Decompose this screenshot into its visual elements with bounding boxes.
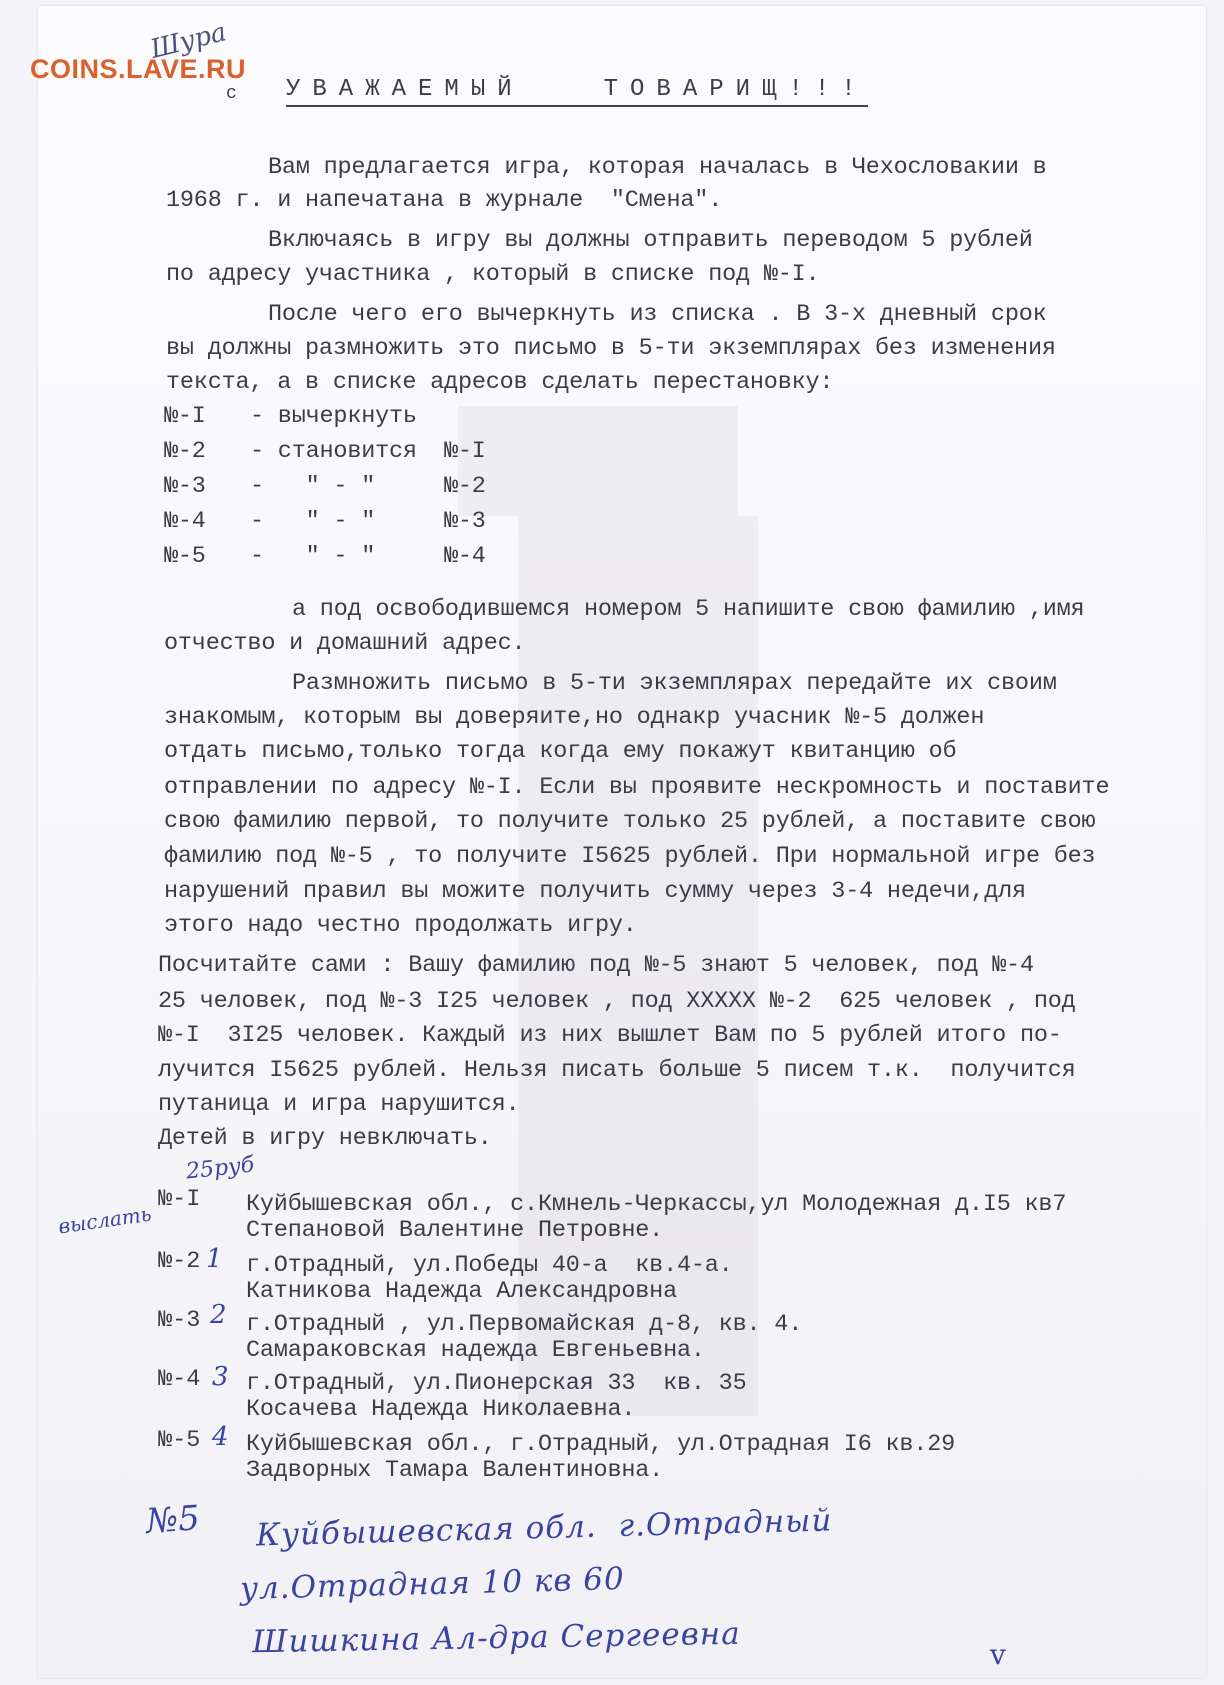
perm-action: - " - "	[250, 508, 376, 535]
address-line: г.Отрадный, ул.Победы 40-а кв.4-а.	[246, 1252, 733, 1279]
address-hand-number: 2	[210, 1300, 227, 1330]
body-line: После чего его вычеркнуть из списка . В 3-х дневный срок	[268, 301, 1047, 328]
address-hand-number: 4	[212, 1422, 229, 1452]
bleed-through-shadow	[458, 406, 738, 516]
perm-num: №-2	[164, 438, 206, 465]
body-line: знакомым, которым вы доверяите,но однакр учасник №-5 должен	[164, 704, 985, 731]
body-line: вы должны размножить это письмо в 5-ти экземплярах без изменения	[166, 335, 1056, 362]
perm-num: №-3	[164, 473, 206, 500]
body-line: 25 человек, под №-3 I25 человек , под ХХХХХ №-2 625 человек , под	[158, 988, 1076, 1015]
address-hand-number: 1	[206, 1244, 223, 1274]
address-line: г.Отрадный, ул.Пионерская 33 кв. 35	[246, 1370, 747, 1397]
body-line: №-I 3I25 человек. Каждый из них вышлет Вам по 5 рублей итого по-	[158, 1022, 1062, 1049]
title-part-2: ТОВАРИЩ!!!	[603, 76, 868, 103]
letter-title	[286, 76, 868, 107]
handwritten-number: №5	[144, 1498, 202, 1542]
handwritten-line: Куйбышевская обл. г.Отрадный	[255, 1502, 833, 1554]
perm-target: №-2	[444, 473, 486, 500]
address-number: №-4	[158, 1366, 201, 1393]
body-line: свою фамилию первой, то получите только 25 рублей, а поставите свою	[164, 808, 1096, 835]
address-number: №-I	[158, 1186, 201, 1213]
body-line: фамилию под №-5 , то получите I5625 рублей. При нормальной игре без	[164, 843, 1096, 870]
amount-note: 25руб	[184, 1152, 256, 1185]
perm-num: №-4	[164, 508, 206, 535]
handwritten-line: ул.Отрадная 10 кв 60	[239, 1560, 626, 1608]
site-watermark: COINS.LAVE.RU	[30, 54, 247, 84]
perm-target: №-I	[444, 438, 486, 465]
address-line: Куйбышевская обл., г.Отрадный, ул.Отрадная I6 кв.29	[246, 1431, 956, 1458]
body-line: Посчитайте сами : Вашу фамилию под №-5 знают 5 человек, под №-4	[158, 952, 1034, 979]
perm-target: №-4	[444, 543, 486, 570]
address-line: г.Отрадный , ул.Первомайская д-8, кв. 4.	[246, 1311, 803, 1338]
sent-note: выслать	[56, 1201, 153, 1239]
address-name: Катникова Надежда Александровна	[246, 1278, 677, 1305]
corner-mark: v	[990, 1638, 1006, 1671]
address-name: Косачева Надежда Николаевна.	[246, 1396, 636, 1423]
perm-target: №-3	[444, 508, 486, 535]
body-line: отдать письмо,только тогда когда ему покажут квитанцию об	[164, 738, 957, 765]
header-mark: с	[226, 84, 237, 104]
body-line: Включаясь в игру вы должны отправить переводом 5 рублей	[268, 227, 1033, 254]
perm-action: - становится	[250, 438, 417, 465]
body-line: текста, а в списке адресов сделать перестановку:	[166, 369, 834, 396]
address-name: Степановой Валентине Петровне.	[246, 1217, 664, 1244]
address-number: №-2	[158, 1248, 201, 1275]
address-hand-number: 3	[212, 1362, 229, 1392]
address-name: Самараковская надежда Евгеньевна.	[246, 1337, 705, 1364]
top-scribble: Шура	[147, 17, 230, 65]
address-number: №-3	[158, 1307, 201, 1334]
body-line: путаница и игра нарушится.	[158, 1091, 520, 1118]
perm-num: №-5	[164, 543, 206, 570]
body-line: Размножить письмо в 5-ти экземплярах передайте их своим	[292, 670, 1057, 697]
body-line: Вам предлагается игра, которая началась в Чехословакии в	[268, 154, 1047, 181]
handwritten-line: Шишкина Ал-дра Сергеевна	[251, 1615, 741, 1661]
title-part-1: УВАЖАЕМЫЙ	[286, 76, 524, 103]
perm-num: №-I	[164, 403, 206, 430]
body-line: Детей в игру невключать.	[158, 1125, 492, 1152]
body-line: этого надо честно продолжать игру.	[164, 912, 637, 939]
body-line: отчество и домашний адрес.	[164, 630, 526, 657]
body-line: 1968 г. и напечатана в журнале "Смена".	[166, 187, 723, 214]
body-line: нарушений правил вы можите получить сумму через 3-4 недечи,для	[164, 878, 1026, 905]
address-line: Куйбышевская обл., с.Кмнель-Черкассы,ул Молодежная д.I5 кв7	[246, 1191, 1067, 1218]
perm-action: - вычеркнуть	[250, 403, 417, 430]
perm-action: - " - "	[250, 473, 376, 500]
perm-action: - " - "	[250, 543, 376, 570]
address-name: Задворных Тамара Валентиновна.	[246, 1457, 664, 1484]
body-line: отправлении по адресу №-I. Если вы проявите нескромность и поставите	[164, 774, 1110, 801]
body-line: по адресу участника , который в списке под №-I.	[166, 261, 820, 288]
address-number: №-5	[158, 1427, 201, 1454]
body-line: лучится I5625 рублей. Нельзя писать больше 5 писем т.к. получится	[158, 1057, 1076, 1084]
body-line: а под освободившемся номером 5 напишите свою фамилию ,имя	[292, 596, 1085, 623]
